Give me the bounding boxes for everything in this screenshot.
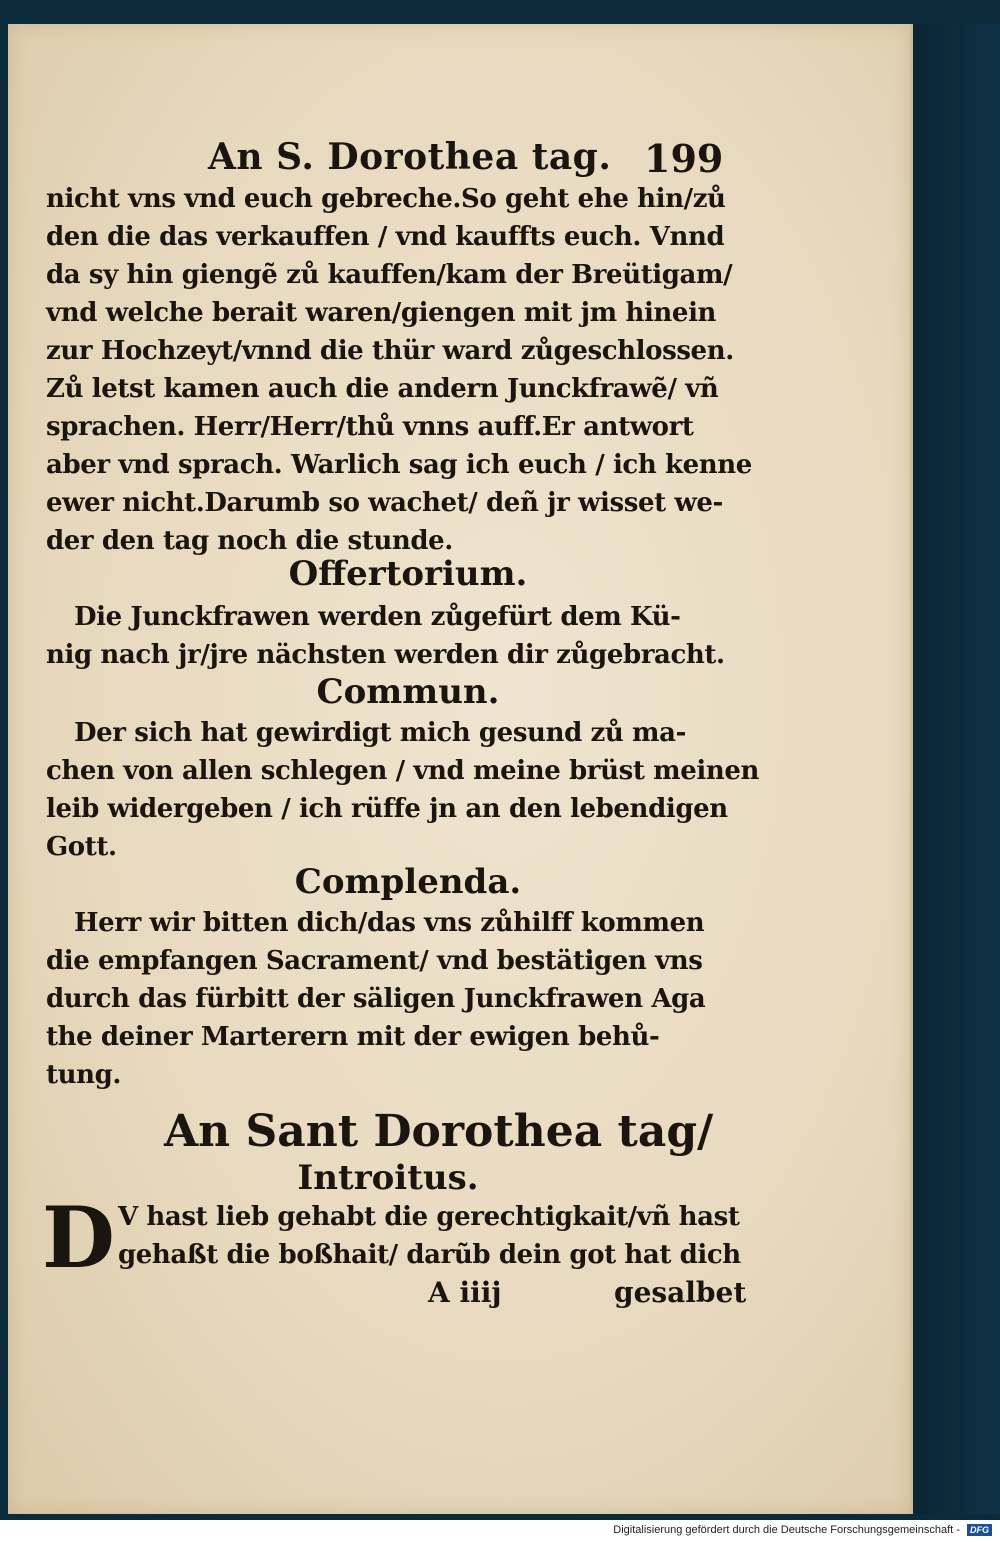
text-line: gehaßt die boßhait/ darũb dein got hat dich: [118, 1240, 741, 1270]
text-line: nig nach jr/jre nächsten werden dir zůgebracht.: [46, 640, 725, 670]
text-line: die empfangen Sacrament/ vnd bestätigen vns: [46, 946, 703, 976]
credit-text: Digitalisierung gefördert durch die Deutsche Forschungsgemeinschaft -: [613, 1524, 960, 1536]
text-line: the deiner Marterern mit der ewigen behů-: [46, 1022, 660, 1052]
text-line: aber vnd sprach. Warlich sag ich euch / ich kenne: [46, 450, 752, 480]
digitization-credit: [560, 1524, 992, 1540]
text-line: Zů letst kamen auch die andern Junckfrawẽ/ vñ: [46, 374, 719, 404]
book-gutter-edge: [910, 24, 1000, 1514]
feast-title: An Sant Dorothea tag/: [164, 1106, 714, 1157]
section-heading-complenda: Complenda.: [294, 862, 522, 902]
text-line: leib widergeben / ich rüffe jn an den lebendigen: [46, 794, 728, 824]
book-page: [8, 24, 913, 1514]
text-line: nicht vns vnd euch gebreche.So geht ehe hin/zů: [46, 184, 726, 214]
text-line: Die Junckfrawen werden zůgefürt dem Kü-: [74, 602, 681, 632]
signature-mark: A iiij: [428, 1276, 502, 1309]
section-heading-commun: Commun.: [316, 672, 500, 712]
text-line: Der sich hat gewirdigt mich gesund zů ma-: [74, 718, 686, 748]
text-line: V hast lieb gehabt die gerechtigkait/vñ hast: [118, 1202, 740, 1232]
text-line: ewer nicht.Darumb so wachet/ deñ jr wisset we-: [46, 488, 723, 518]
text-line: Herr wir bitten dich/das vns zůhilff kommen: [74, 908, 705, 938]
catchword: gesalbet: [614, 1276, 747, 1309]
text-line: zur Hochzeyt/vnnd die thür ward zůgeschlossen.: [46, 336, 734, 366]
running-head: An S. Dorothea tag.: [208, 136, 612, 178]
text-line: da sy hin giengẽ zů kauffen/kam der Breütigam/: [46, 260, 733, 290]
text-line: chen von allen schlegen / vnd meine brüst meinen: [46, 756, 759, 786]
text-line: der den tag noch die stunde.: [46, 526, 453, 556]
text-line: tung.: [46, 1060, 122, 1090]
text-line: den die das verkauffen / vnd kauffts euch. Vnnd: [46, 222, 725, 252]
drop-initial: D: [42, 1188, 115, 1287]
text-line: sprachen. Herr/Herr/thů vnns auff.Er antwort: [46, 412, 694, 442]
text-line: durch das fürbitt der säligen Junckfrawen Aga: [46, 984, 706, 1014]
dfg-logo: DFG: [967, 1524, 992, 1536]
text-line: Gott.: [46, 832, 117, 862]
text-line: vnd welche berait waren/giengen mit jm hinein: [46, 298, 717, 328]
section-heading-introitus: Introitus.: [297, 1158, 479, 1198]
section-heading-offertorium: Offertorium.: [288, 554, 528, 594]
page-number: 199: [644, 136, 724, 181]
